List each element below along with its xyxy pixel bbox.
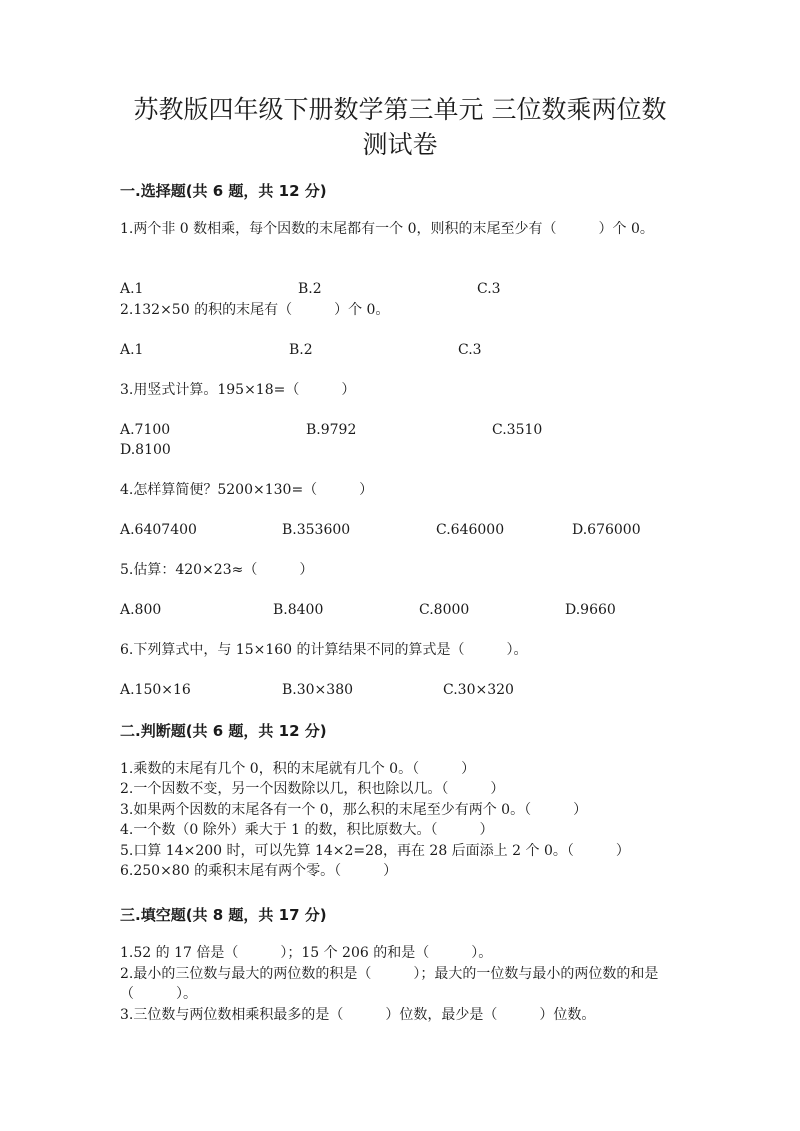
q4-option-d: D.676000 bbox=[572, 522, 641, 538]
judge-item-3: 3.如果两个因数的末尾各有一个 0，那么积的末尾至少有两个 0。（ ） bbox=[120, 802, 588, 818]
q5-option-b: B.8400 bbox=[273, 602, 324, 618]
q3-option-a: A.7100 bbox=[120, 422, 171, 438]
q6-option-c: C.30×320 bbox=[443, 682, 514, 698]
q4-option-b: B.353600 bbox=[282, 522, 351, 538]
fill-item-1: 1.52 的 17 倍是（ ）；15 个 206 的和是（ ）。 bbox=[120, 945, 493, 961]
question-4: 4.怎样算简便？5200×130=（ ） bbox=[120, 482, 374, 498]
q1-option-c: C.3 bbox=[477, 281, 501, 297]
q5-option-a: A.800 bbox=[120, 602, 162, 618]
section-title-choice: 一.选择题(共 6 题，共 12 分) bbox=[120, 182, 327, 200]
title-line-2: 测试卷 bbox=[362, 130, 438, 159]
q1-option-a: A.1 bbox=[120, 281, 144, 297]
title-line-1: 苏教版四年级下册数学第三单元 三位数乘两位数 bbox=[133, 95, 667, 124]
q5-option-c: C.8000 bbox=[419, 602, 470, 618]
question-6: 6.下列算式中，与 15×160 的计算结果不同的算式是（ ）。 bbox=[120, 642, 528, 658]
judge-item-4: 4.一个数（0 除外）乘大于 1 的数，积比原数大。（ ） bbox=[120, 822, 494, 838]
judge-item-1: 1.乘数的末尾有几个 0，积的末尾就有几个 0。（ ） bbox=[120, 761, 476, 777]
q4-option-a: A.6407400 bbox=[120, 522, 197, 538]
q3-option-c: C.3510 bbox=[492, 422, 543, 438]
question-1: 1.两个非 0 数相乘，每个因数的末尾都有一个 0，则积的末尾至少有（ ）个 0。 bbox=[120, 221, 654, 237]
q6-option-a: A.150×16 bbox=[120, 682, 191, 698]
q2-option-a: A.1 bbox=[120, 342, 144, 358]
q3-option-d: D.8100 bbox=[120, 442, 171, 458]
section-title-judgement: 二.判断题(共 6 题，共 12 分) bbox=[120, 722, 327, 740]
question-3: 3.用竖式计算。195×18=（ ） bbox=[120, 382, 356, 398]
judge-item-6: 6.250×80 的乘积末尾有两个零。（ ） bbox=[120, 863, 398, 879]
q2-option-c: C.3 bbox=[458, 342, 482, 358]
judge-item-2: 2.一个因数不变，另一个因数除以几，积也除以几。（ ） bbox=[120, 781, 505, 797]
q1-option-b: B.2 bbox=[298, 281, 322, 297]
page-title bbox=[0, 92, 800, 162]
q5-option-d: D.9660 bbox=[565, 602, 616, 618]
judge-item-5: 5.口算 14×200 时，可以先算 14×2=28，再在 28 后面添上 2 个 0。（ ） bbox=[120, 843, 630, 859]
q4-option-c: C.646000 bbox=[436, 522, 505, 538]
q6-option-b: B.30×380 bbox=[282, 682, 354, 698]
q3-option-b: B.9792 bbox=[306, 422, 357, 438]
q2-option-b: B.2 bbox=[289, 342, 313, 358]
fill-item-2: 2.最小的三位数与最大的两位数的积是（ ）；最大的一位数与最小的两位数的和是（ ）。 bbox=[120, 966, 659, 1002]
fill-item-3: 3.三位数与两位数相乘积最多的是（ ）位数，最少是（ ）位数。 bbox=[120, 1007, 596, 1023]
question-2: 2.132×50 的积的末尾有（ ）个 0。 bbox=[120, 302, 390, 318]
section-title-fill: 三.填空题(共 8 题，共 17 分) bbox=[120, 906, 327, 924]
question-5: 5.估算：420×23≈（ ） bbox=[120, 562, 314, 578]
